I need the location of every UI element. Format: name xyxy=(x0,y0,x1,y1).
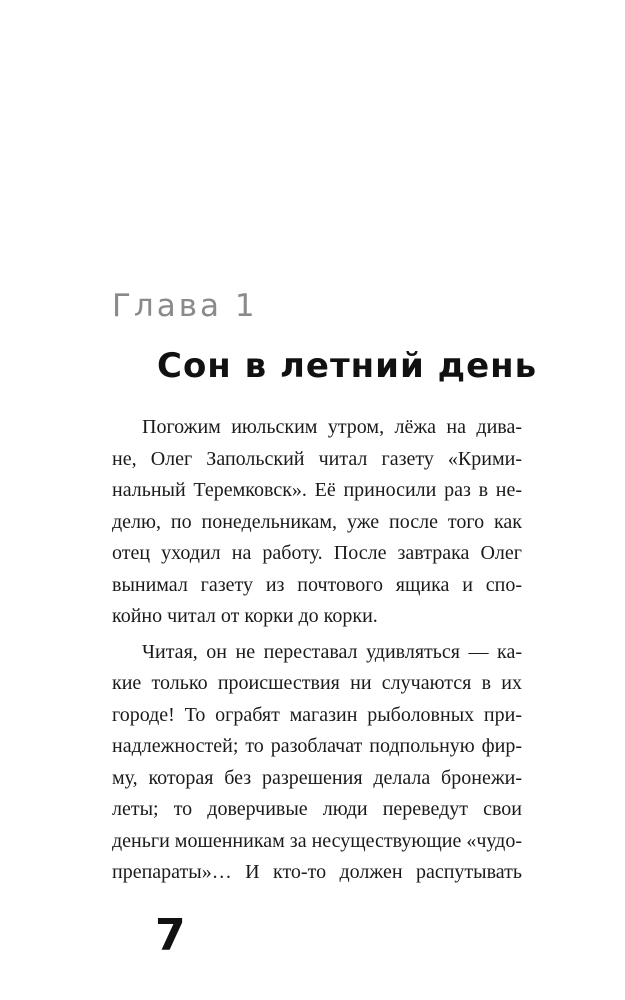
text-line: отец уходил на работу. После завтрака Олег xyxy=(112,542,522,564)
text-line: делю, по понедельникам, уже после того как xyxy=(112,510,522,533)
text-line: деньги мошенникам за несуществующие «чудо- xyxy=(112,829,522,852)
text-line: леты; то доверчивые люди переведут свои xyxy=(112,798,522,820)
text-line: кие только происшествия ни случаются в их xyxy=(112,672,522,694)
text-line: не, Олег Запольский читал газету «Крими- xyxy=(112,447,522,470)
text-line: вынимал газету из почтового ящика и спо- xyxy=(112,573,522,596)
text-line: Погожим июльским утром, лёжа на дива- xyxy=(142,416,522,438)
page-number: 7 xyxy=(155,910,186,961)
paragraph xyxy=(112,412,522,633)
chapter-title: Сон в летний день xyxy=(157,346,538,386)
chapter-label: Глава 1 xyxy=(112,288,258,324)
text-line: му, которая без разрешения делала бронежи- xyxy=(112,766,522,789)
text-line: городе! То ограбят магазин рыболовных при- xyxy=(112,703,522,726)
text-line: койно читал от корки до корки. xyxy=(112,605,378,627)
text-line: надлежностей; то разоблачат подпольную фир- xyxy=(112,735,522,757)
text-line: нальный Теремковск». Её приносили раз в не- xyxy=(112,479,522,501)
text-line: Читая, он не переставал удивляться — ка- xyxy=(142,640,522,663)
paragraph xyxy=(112,637,522,889)
chapter-body xyxy=(112,412,522,889)
text-line: препараты»… И кто-то должен распутывать xyxy=(112,861,522,883)
